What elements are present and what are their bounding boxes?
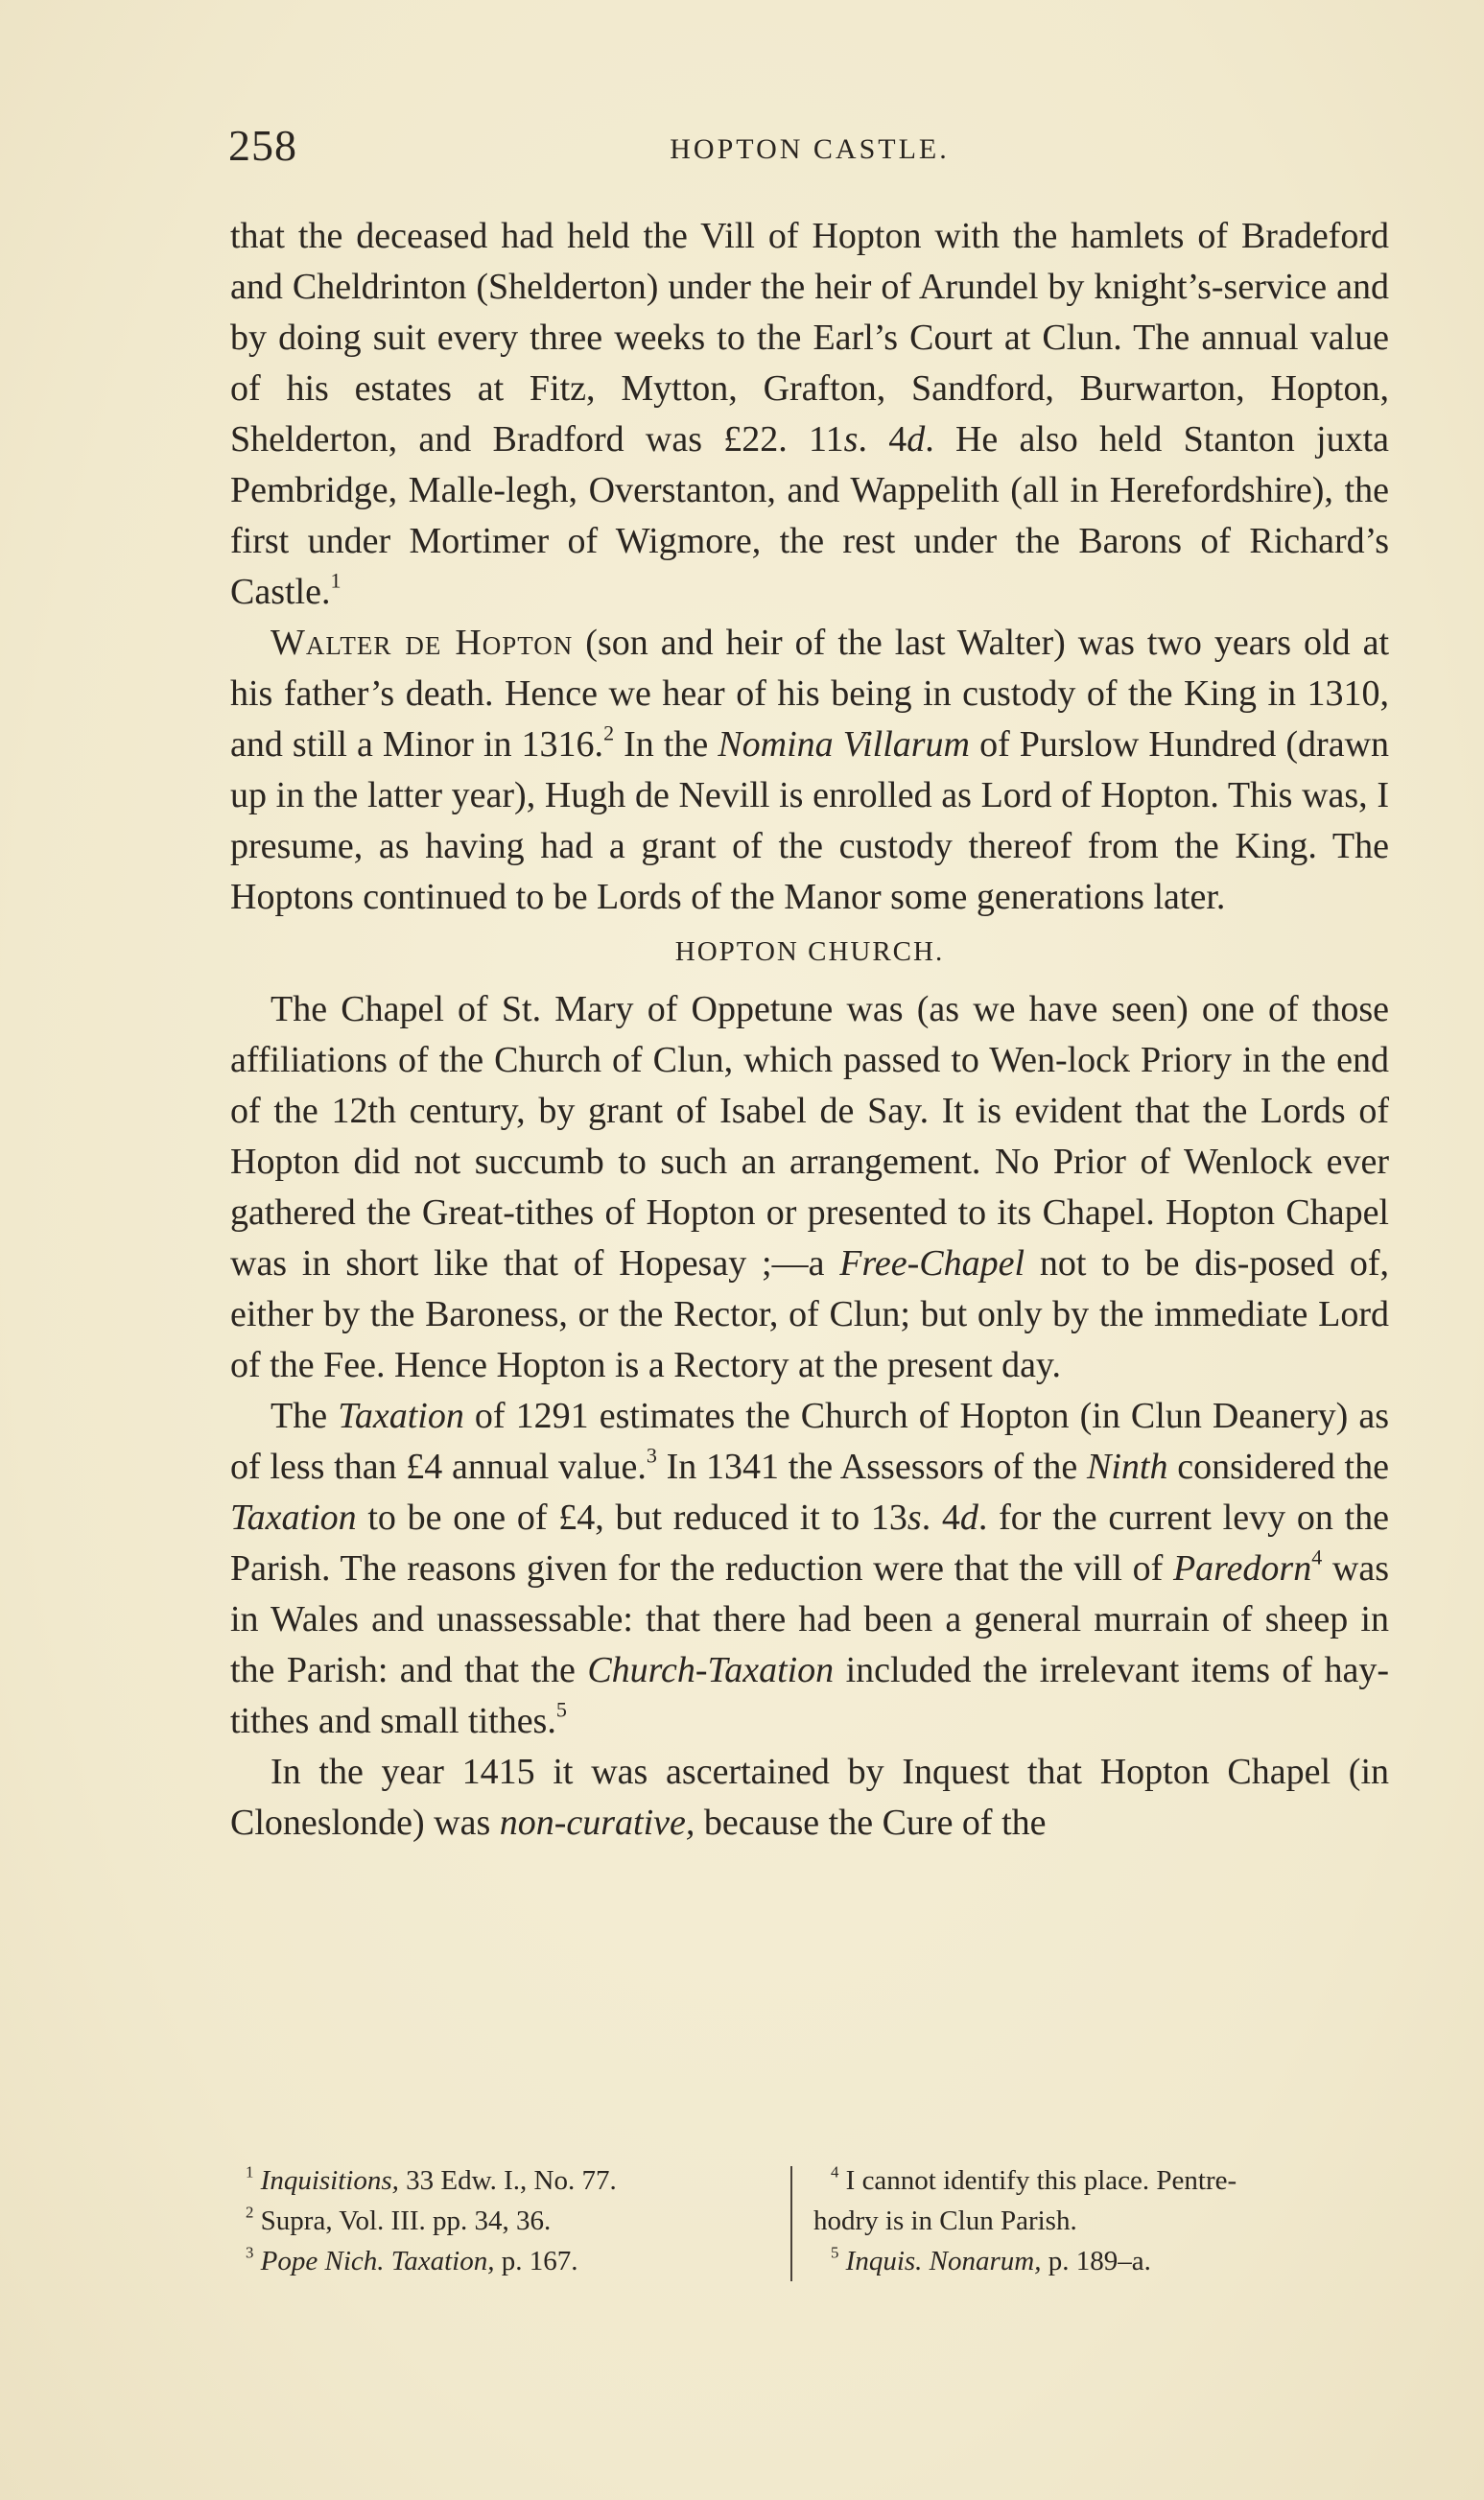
paragraph-5: In the year 1415 it was ascertained by Inquest that Hopton Chapel (in Cloneslonde) was non-curative, because the Cure of the (230, 1752, 1389, 1843)
footnote-2: $^2$ Supra, Vol. III. pp. 34, 36. (246, 2203, 552, 2236)
paragraph-2: Walter de Hopton (son and heir of the last Walter) was two years old at his father’s death. Hence we hear of his being in custody of the King in 1310, and still a Minor in 1316.$^2$ In the Nomina Villarum of Purslow Hundred (drawn up in the latter year), Hugh de Nevill is enrolled as Lord of Hopton. This was, I presume, as having had a grant of the custody thereof from the King. The Hoptons continued to be Lords of the Manor some generations later. (230, 623, 1390, 917)
page-number: 258 (228, 121, 297, 170)
paragraph-3: The Chapel of St. Mary of Oppetune was (as we have seen) one of those affiliations of the Church of Clun, which passed to Wen-lock Priory in the end of the 12th century, by grant of Isabel de Say. It is evident that the Lords of Hopton did not succumb to such an arrangement. No Prior of Wenlock ever gathered the Great-tithes of Hopton or presented to its Chapel. Hopton Chapel was in short like that of Hopesay ;—a Free-Chapel not to be dis-posed of, either by the Baroness, or the Rector, of Clun; but only by the immediate Lord of the Fee. Hence Hopton is a Rectory at the present day. (230, 989, 1389, 1385)
page-header (228, 120, 1391, 177)
footnote-4: $^4$ I cannot identify this place. Pentre- (831, 2162, 1237, 2196)
section-heading: HOPTON CHURCH. (674, 936, 945, 967)
footnote-ref: 4 (1311, 1545, 1323, 1569)
person-name: Walter de Hopton (271, 623, 574, 663)
footnote-divider (790, 2166, 792, 2281)
paragraph-4: The Taxation of 1291 estimates the Church of Hopton (in Clun Deanery) as of less than £4 annual value.$^3$ In 1341 the Assessors of the Ninth considered the Taxation to be one of £4, but reduced it to 13s. 4d. for the current levy on the Parish. The reasons given for the reduction were that the vill of Paredorn$^4$ was in Wales and unassessable: that there had been a general murrain of sheep in the Parish: and that the Church-Taxation included the irrelevant items of hay-tithes and small tithes.$^5$ (230, 1396, 1390, 1741)
footnote-5: $^5$ Inquis. Nonarum, p. 189–a. (831, 2243, 1151, 2276)
footnote-ref: 5 (555, 1697, 567, 1722)
footnote-ref: 1 (330, 568, 342, 593)
footnote-ref: 3 (646, 1443, 657, 1468)
footnote-ref: 2 (603, 720, 615, 745)
footnotes (228, 2160, 1391, 2285)
footnote-3: $^3$ Pope Nich. Taxation, p. 167. (246, 2243, 578, 2276)
paragraph-1: that the deceased had held the Vill of Hopton with the hamlets of Bradeford and Cheldrinton (Shelderton) under the heir of Arundel by knight’s-service and by doing suit every three weeks to the Earl’s Court at Clun. The annual value of his estates at Fitz, Mytton, Grafton, Sandford, Burwarton, Hopton, Shelderton, and Bradford was £22. 11s. 4d. He also held Stanton juxta Pembridge, Malle-legh, Overstanton, and Wappelith (all in Herefordshire), the first under Mortimer of Wigmore, the rest under the Barons of Richard’s Castle.$^1$ (230, 216, 1390, 612)
footnote-1: $^1$ Inquisitions, 33 Edw. I., No. 77. (246, 2162, 617, 2196)
running-title: HOPTON CASTLE. (670, 133, 950, 165)
body-text (230, 211, 1389, 1849)
footnotes-right-column (813, 2160, 1389, 2281)
footnotes-left-column (228, 2160, 775, 2281)
footnote-4-continued: hodry is in Clun Parish. (813, 2205, 1077, 2236)
